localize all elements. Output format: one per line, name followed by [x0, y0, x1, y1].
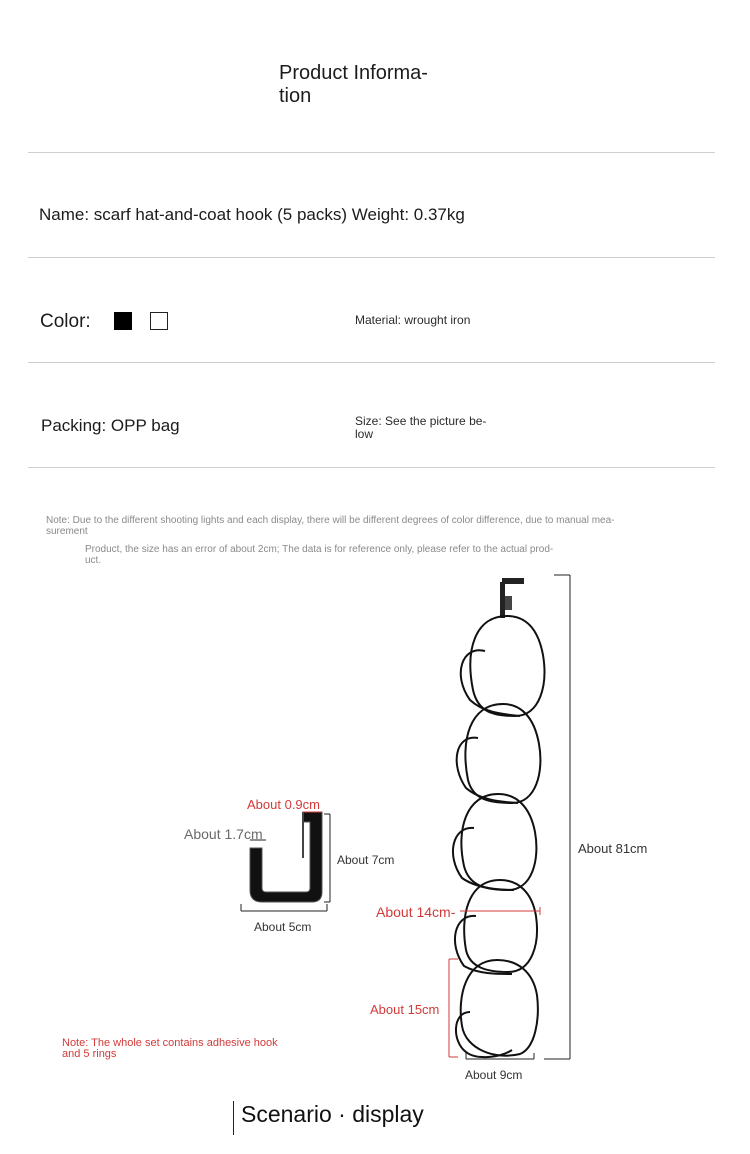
rack-dimension-lines — [449, 575, 570, 1059]
note-color-difference: Note: Due to the different shooting lights and each display, there will be different degrees of color difference, due to manual mea- surement — [46, 515, 615, 537]
note-size-error: Product, the size has an error of about 2cm; The data is for reference only, please refer to the actual prod- uct. — [85, 544, 554, 566]
hook-width-label: About 5cm — [254, 920, 312, 934]
section-heading-bar — [233, 1101, 234, 1135]
ring-width-label: About 14cm- — [376, 904, 456, 920]
size-text: Size: See the picture be- low — [355, 414, 487, 441]
ring-height-label: About 15cm — [370, 1002, 440, 1017]
rack-rings — [453, 616, 544, 1057]
section-heading: Scenario · display — [241, 1101, 424, 1127]
hook-depth-label: About 1.7cm — [184, 826, 263, 842]
color-label: Color: — [40, 311, 91, 332]
rack-bottom-width-label: About 9cm — [465, 1068, 523, 1082]
rack-length-label: About 81cm — [578, 841, 648, 856]
hook-height-label: About 7cm — [337, 853, 395, 867]
rack-hook-illustration — [500, 578, 524, 618]
set-contents-note: Note: The whole set contains adhesive hook and 5 rings — [62, 1037, 278, 1060]
material-text: Material: wrought iron — [355, 313, 471, 327]
hook-thickness-label: About 0.9cm — [247, 797, 320, 812]
name-weight-text: Name: scarf hat-and-coat hook (5 packs) Weight: 0.37kg — [39, 205, 465, 224]
page-title: Product Informa- tion — [279, 62, 428, 107]
packing-text: Packing: OPP bag — [41, 416, 180, 435]
